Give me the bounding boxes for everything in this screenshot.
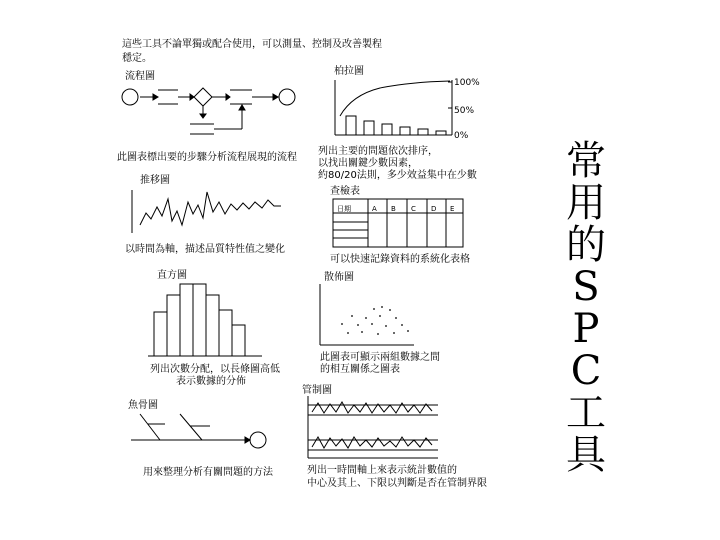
pareto-title: 柏拉圖 bbox=[334, 66, 364, 77]
pareto-bar bbox=[346, 116, 356, 135]
fishbone-bone bbox=[140, 414, 160, 440]
intro-text-line2: 穩定。 bbox=[122, 53, 152, 64]
pareto-bar bbox=[400, 127, 410, 135]
control-chart-series-upper bbox=[312, 402, 432, 413]
histogram-title: 直方圖 bbox=[157, 270, 187, 281]
fishbone-title: 魚骨圖 bbox=[128, 400, 158, 411]
histogram-bar bbox=[180, 284, 193, 356]
side-title-char: C bbox=[570, 348, 602, 394]
histogram-bar bbox=[219, 310, 232, 356]
pareto-bar bbox=[382, 124, 392, 135]
run-chart-figure bbox=[132, 190, 281, 233]
scatter-point bbox=[373, 308, 375, 310]
fishbone-bone bbox=[180, 414, 202, 440]
check-sheet-header-c: C bbox=[411, 205, 416, 213]
check-sheet-header-b: B bbox=[391, 205, 396, 213]
check-sheet-figure bbox=[333, 199, 463, 247]
histogram-bar bbox=[206, 295, 219, 356]
side-title-char: 用 bbox=[566, 180, 606, 226]
scatter-point bbox=[371, 323, 373, 325]
pareto-pct-100: 100% bbox=[454, 78, 480, 88]
side-title-char: 工 bbox=[566, 390, 606, 436]
flowchart-arrowhead bbox=[153, 94, 158, 100]
flowchart-end-node bbox=[279, 89, 295, 105]
fishbone-arrowhead bbox=[245, 437, 250, 443]
scatter-point bbox=[379, 315, 381, 317]
side-title-char: 的 bbox=[566, 222, 606, 268]
pareto-cumulative-curve bbox=[340, 81, 450, 116]
check-sheet-caption: 可以快速記錄資料的系統化表格 bbox=[330, 254, 470, 265]
scatter-point bbox=[407, 330, 409, 332]
flowchart-arrowhead bbox=[200, 114, 206, 118]
control-chart-caption-line1: 列出一時間軸上來表示統計數值的 bbox=[307, 465, 457, 476]
pareto-bar bbox=[436, 131, 446, 135]
run-chart-caption: 以時間為軸，描述品質特性值之變化 bbox=[125, 244, 285, 255]
side-title-char: S bbox=[572, 264, 600, 310]
control-chart-caption-line2: 中心及其上、下限以判斷是否在管制界限 bbox=[307, 478, 487, 489]
intro-text-line1: 這些工具不論單獨或配合使用，可以測量、控制及改善製程 bbox=[122, 39, 382, 50]
scatter-point bbox=[377, 333, 379, 335]
pareto-bar bbox=[364, 121, 374, 135]
pareto-caption-line2: 以找出關鍵少數因素， bbox=[318, 158, 418, 169]
histogram-bar bbox=[154, 312, 167, 356]
scatter-points bbox=[341, 306, 409, 335]
run-chart-line bbox=[140, 192, 281, 225]
pareto-caption-line3: 約80/20法則，多少效益集中在少數 bbox=[318, 170, 477, 181]
flowchart-arrowhead bbox=[226, 94, 230, 100]
check-sheet-header-a: A bbox=[372, 205, 377, 213]
scatter-point bbox=[351, 315, 353, 317]
flowchart-decision-node bbox=[194, 88, 212, 106]
histogram-caption-line2: 表示數據的分佈 bbox=[176, 376, 246, 387]
flowchart-arrowhead bbox=[273, 94, 278, 100]
scatter-point bbox=[365, 317, 367, 319]
flowchart-caption: 此圖表標出要的步驟分析流程展現的流程 bbox=[117, 152, 297, 163]
scatter-figure bbox=[320, 284, 414, 345]
scatter-point bbox=[381, 306, 383, 308]
scatter-point bbox=[341, 323, 343, 325]
control-chart-series-lower bbox=[312, 437, 432, 448]
check-sheet-header-d: D bbox=[431, 205, 437, 213]
histogram-bar bbox=[232, 325, 245, 356]
scatter-point bbox=[395, 317, 397, 319]
histogram-bar bbox=[193, 284, 206, 356]
pareto-pct-50: 50% bbox=[454, 106, 475, 116]
pareto-caption-line1: 列出主要的問題依次排序， bbox=[318, 146, 438, 157]
flowchart-arrowhead bbox=[239, 105, 245, 110]
side-title-char: 常 bbox=[566, 138, 606, 184]
scatter-point bbox=[385, 325, 387, 327]
check-sheet-title: 查檢表 bbox=[330, 186, 360, 197]
scatter-caption-line2: 的相互關係之圖表 bbox=[320, 364, 400, 375]
flowchart-figure bbox=[122, 88, 295, 134]
fishbone-head bbox=[250, 432, 266, 448]
scatter-point bbox=[389, 309, 391, 311]
scatter-point bbox=[393, 332, 395, 334]
pareto-figure bbox=[335, 80, 452, 135]
histogram-bar bbox=[167, 295, 180, 356]
scatter-title: 散佈圖 bbox=[324, 272, 354, 283]
histogram-figure bbox=[148, 284, 262, 356]
check-sheet-header-date: 日期 bbox=[337, 205, 351, 213]
side-title-char: 具 bbox=[566, 432, 606, 478]
fishbone-caption: 用來整理分析有關問題的方法 bbox=[143, 467, 273, 478]
flowchart-start-node bbox=[122, 89, 138, 105]
fishbone-figure bbox=[131, 414, 266, 448]
histogram-caption-line1: 列出次數分配，以長條圖高低 bbox=[150, 364, 280, 375]
scatter-point bbox=[347, 332, 349, 334]
run-chart-title: 推移圖 bbox=[140, 175, 170, 186]
pareto-bar bbox=[418, 129, 428, 135]
scatter-point bbox=[401, 324, 403, 326]
scatter-point bbox=[357, 324, 359, 326]
check-sheet-header-e: E bbox=[450, 205, 455, 213]
side-title-char: P bbox=[572, 306, 600, 352]
control-chart-title: 管制圖 bbox=[302, 385, 332, 396]
flowchart-title: 流程圖 bbox=[125, 71, 155, 82]
control-chart-figure bbox=[308, 396, 438, 458]
scatter-caption-line1: 此圖表可顯示兩組數據之間 bbox=[320, 352, 440, 363]
pareto-pct-0: 0% bbox=[454, 131, 469, 141]
check-sheet-border bbox=[333, 199, 463, 247]
scatter-point bbox=[361, 331, 363, 333]
